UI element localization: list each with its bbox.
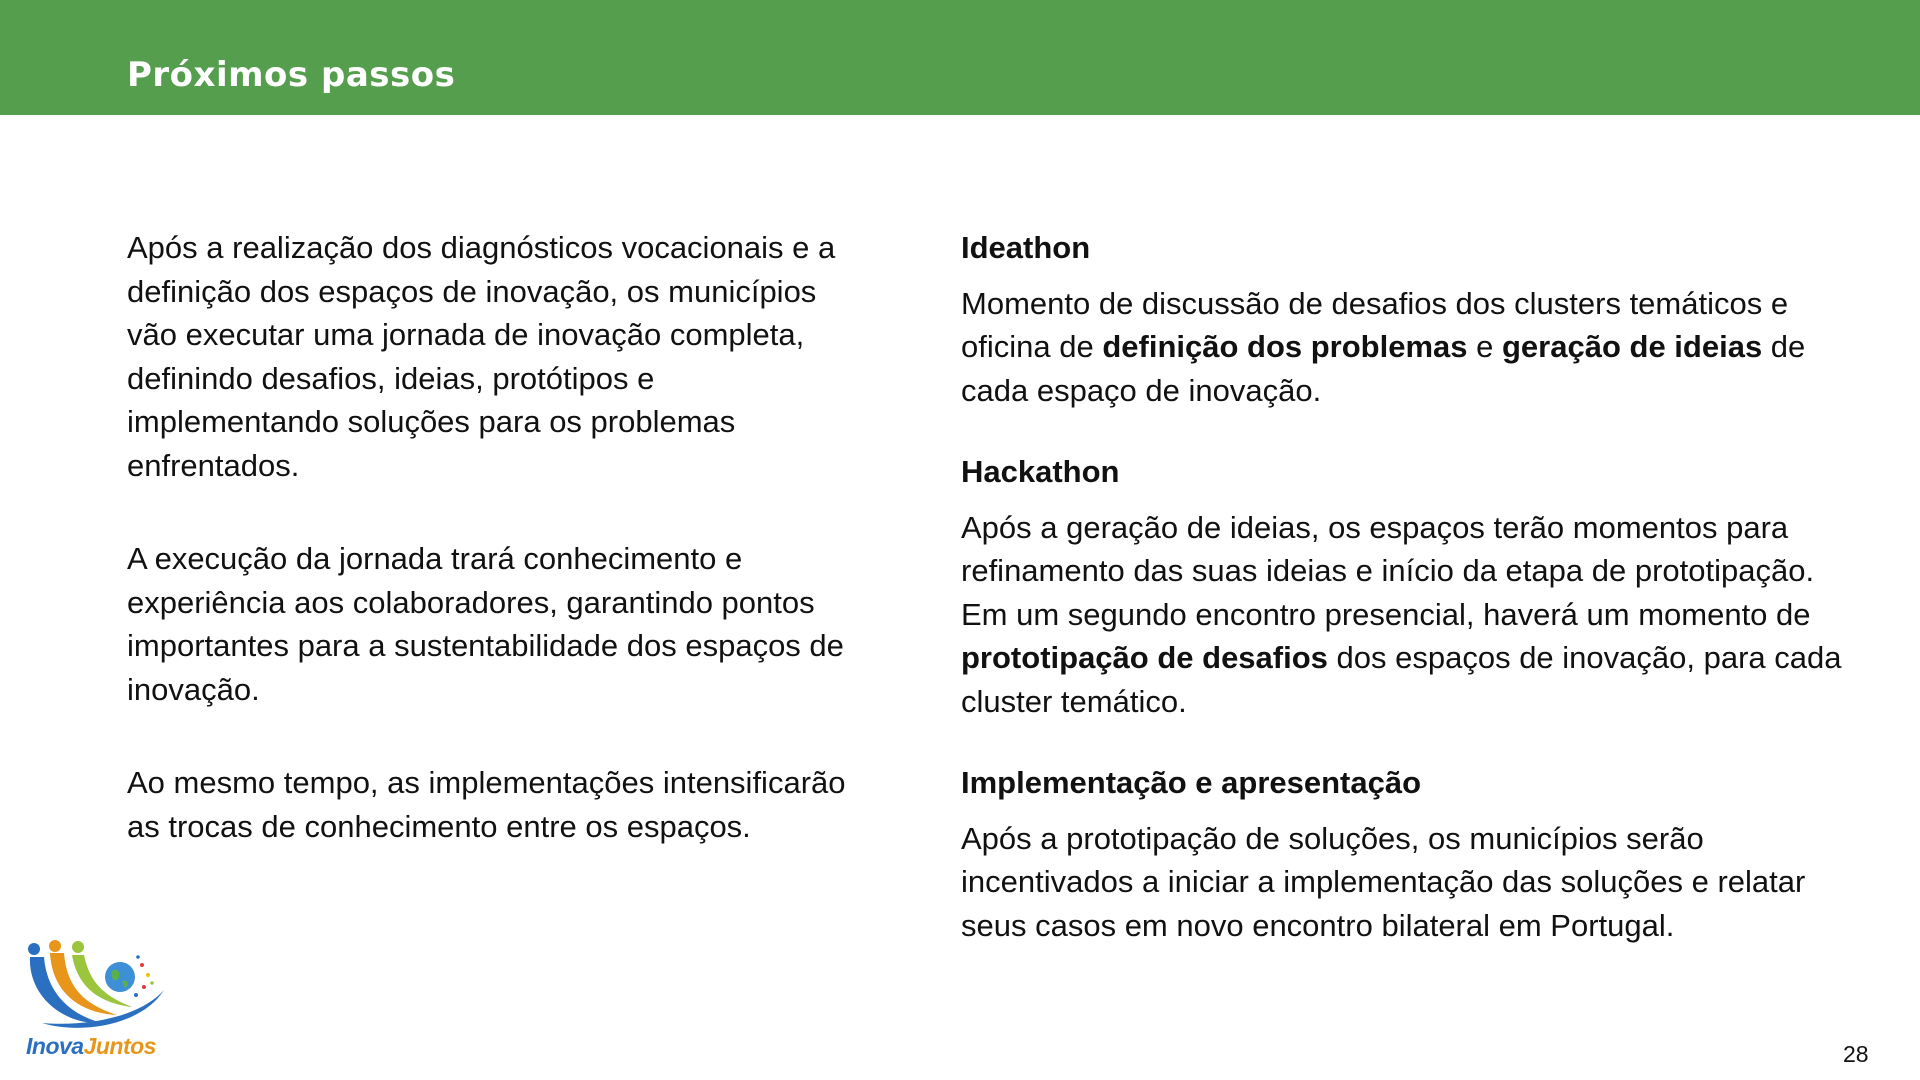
paragraph-intro: Após a realização dos diagnósticos vocacionais e a definição dos espaços de inovação, os municípios vão executar uma jornada de inovação completa, definindo desafios, ideias, protótipos e implementando soluções para os problemas enfrentados. xyxy=(127,230,836,483)
bold-prototipacao: prototipação de desafios xyxy=(961,640,1328,675)
slide-title: Próximos passos xyxy=(127,55,456,95)
bold-geracao: geração de ideias xyxy=(1502,329,1763,364)
section-ideathon xyxy=(961,226,1861,412)
section-implementacao xyxy=(961,761,1861,947)
page-number: 28 xyxy=(1843,1041,1869,1067)
paragraph-implementations: Ao mesmo tempo, as implementações intensificarão as trocas de conhecimento entre os espaços. xyxy=(127,765,846,844)
left-column xyxy=(127,226,847,898)
section-text-ideathon: Momento de discussão de desafios dos clusters temáticos e oficina de definição dos problemas e geração de ideias de cada espaço de inovação. xyxy=(961,285,1806,408)
section-text-implementacao: Após a prototipação de soluções, os municípios serão incentivados a iniciar a implementação das soluções e relatar seus casos em novo encontro bilateral em Portugal. xyxy=(961,820,1806,943)
logo-wordmark: InovaJuntos xyxy=(26,1033,156,1059)
bold-definicao: definição dos problemas xyxy=(1102,329,1468,364)
section-text-hackathon: Após a geração de ideias, os espaços terão momentos para refinamento das suas ideias e início da etapa de prototipação. Em um segundo encontro presencial, haverá um momento de prototipação de desafios dos espaços de inovação, para cada cluster temático. xyxy=(961,509,1842,719)
header-bar xyxy=(0,0,1920,115)
section-title-ideathon: Ideathon xyxy=(961,230,1091,265)
paragraph-execution: A execução da jornada trará conhecimento e experiência aos colaboradores, garantindo pontos importantes para a sustentabilidade dos espaços de inovação. xyxy=(127,541,844,707)
logo-emblem-icon xyxy=(22,935,172,1035)
section-title-implementacao: Implementação e apresentação xyxy=(961,765,1422,800)
inovajuntos-logo xyxy=(22,935,172,1060)
section-title-hackathon: Hackathon xyxy=(961,454,1120,489)
right-column xyxy=(961,226,1861,985)
section-hackathon xyxy=(961,450,1861,723)
